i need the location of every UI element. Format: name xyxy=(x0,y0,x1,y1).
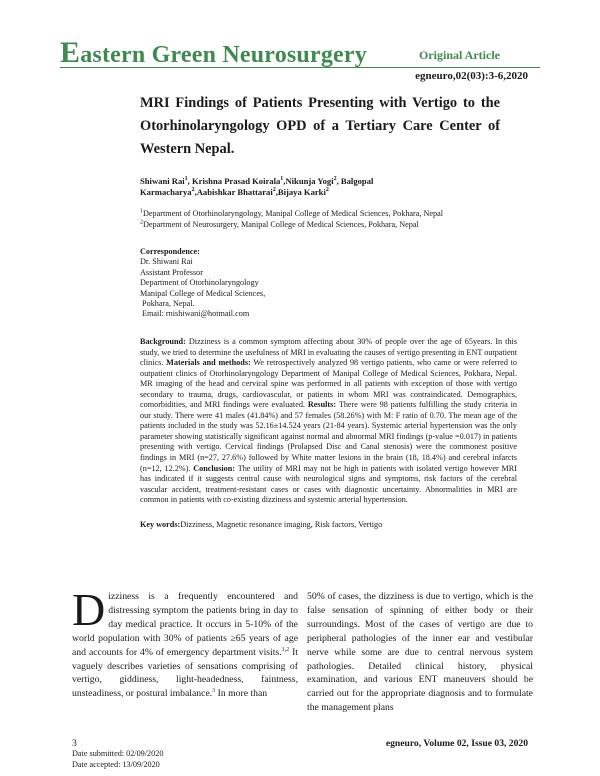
author-name: , Balgopal Karmacharya xyxy=(140,176,374,197)
citation: egneuro,02(03):3-6,2020 xyxy=(415,70,528,82)
citation-ref: 3 xyxy=(212,688,216,695)
correspondence-line: Dr. Shiwani Rai xyxy=(140,257,193,267)
body-column-left xyxy=(72,584,298,701)
affil-text: Department of Neurosurgery, Manipal College of Medical Sciences, Pokhara, Nepal xyxy=(143,219,419,229)
affiliation xyxy=(140,209,510,220)
date-accepted: Date accepted: 13/09/2020 xyxy=(72,759,160,769)
article-dates xyxy=(72,749,163,770)
correspondence xyxy=(140,247,265,320)
abstract-conclusion: The utility of MRI may not be high in patients with isolated vertigo however MRI has indicated if it suggests central cause with neurological signs and symptoms, risk factors of the cerebral vascular accident, treatment-resistant cases or cases with diagnostic uncertainty. Abnormalities in MRI are common in patients with co-existing dizziness and systemic arterial hypertension. xyxy=(140,463,517,505)
abstract-methods: We retrospectively analyzed 98 vertigo patients, who came or were referred to outpatient clinics of Otorhinolaryngology Department of Manipal College of Medical Sciences, Pokhara, Nepal. MR imaging of the head and cervical spine was performed in all patients with exception of those with vertigo secondary to trauma, drugs, cardiovascular, or patients in whom MRI was contraindicated. Demographics, comorbidities, and MRI findings were evaluated. xyxy=(140,358,518,410)
citation-ref: 1,2 xyxy=(281,646,290,653)
author-affil-mark: 1 xyxy=(280,176,284,183)
correspondence-heading: Correspondence: xyxy=(140,247,200,256)
body-text: izziness is a frequently encountered and distressing symptom the patients bring in day to day medical practice. It occurs in 5-10% of the world population with 30% of patients ≥65 years of age and accounts for 4% of emergency department visits. xyxy=(72,591,298,658)
author-list xyxy=(140,176,470,198)
abstract-conclusion-label: Conclusion: xyxy=(193,463,236,473)
article-title: MRI Findings of Patients Presenting with Vertigo to the Otorhinolaryngology OPD of a Tertiary Care Center of Western Nepal. xyxy=(140,95,500,157)
abstract-results-label: Results: xyxy=(307,400,337,410)
author-name: ,Nikunja Yogi xyxy=(283,176,334,186)
body-text: 50% of cases, the dizziness is due to vertigo, which is the false sensation of spinning of either body or their surroundings. Most of the cases of vertigo are due to peripheral pathologies of the inner ear and vestibular nerve while some are due to central nervous system pathologies. Detailed clinical history, physical examination, and various ENT maneuvers should be carried out for the appropriate diagnosis and to formulate the management plans xyxy=(307,591,533,714)
author-affil-mark: 2 xyxy=(325,187,329,194)
correspondence-line: Manipal College of Medical Sciences, xyxy=(140,288,266,298)
author-affil-mark: 1 xyxy=(184,176,188,183)
affiliation xyxy=(140,220,510,231)
keywords-label: Key words: xyxy=(140,520,181,529)
keywords xyxy=(140,520,520,529)
abstract-background-label: Background: xyxy=(140,337,186,346)
correspondence-line: Pokhara, Nepal. xyxy=(140,299,195,309)
body-column-right xyxy=(307,590,533,715)
correspondence-line: Department of Otorhinolaryngology xyxy=(140,278,259,288)
date-submitted: Date submitted: 02/09/2020 xyxy=(72,749,164,758)
journal-name xyxy=(60,36,367,70)
author-affil-mark: 2 xyxy=(272,187,276,194)
header-rule xyxy=(60,67,540,68)
article-type: Original Article xyxy=(419,48,500,62)
affil-text: Department of Otorhinolaryngology, Manipal College of Medical Sciences, Pokhara, Nepal xyxy=(143,209,444,218)
affil-number: 1 xyxy=(140,208,143,215)
author-affil-mark: 2 xyxy=(191,187,195,194)
correspondence-email: Email: rnishiwani@hotmail.com xyxy=(140,309,250,319)
author-name: ,Bijaya Karki xyxy=(275,187,326,197)
body-text: It vaguely describes varieties of sensations comprising of vertigo, giddiness, light-headedness, faintness, unsteadiness, or postural imbalance. xyxy=(72,646,298,700)
drop-cap: D xyxy=(72,584,106,635)
author-name: ,Aabishkar Bhattarai xyxy=(194,187,273,197)
abstract-methods-label: Materials and methods: xyxy=(166,358,251,368)
footer-journal-issue: egneuro, Volume 02, Issue 03, 2020 xyxy=(385,738,528,749)
journal-name-rest: astern Green Neurosurgery xyxy=(80,42,367,68)
author-name: Shiwani Rai xyxy=(140,176,185,186)
abstract xyxy=(140,337,517,506)
author-name: , Krishna Prasad Koirala xyxy=(187,176,281,186)
abstract-background: Dizziness is a common symptom affecting about 30% of people over the age of 65years. In this study, we tried to determine the usefulness of MRI in evaluating the causes of vertigo presenting in ENT outpatient clinics. xyxy=(140,337,517,368)
author-affil-mark: 2 xyxy=(333,176,337,183)
affiliations xyxy=(140,209,510,230)
correspondence-line: Assistant Professor xyxy=(140,267,203,277)
journal-initial: E xyxy=(60,36,81,69)
body-text: In more than xyxy=(215,688,268,700)
affil-number: 2 xyxy=(140,218,143,225)
page-number: 3 xyxy=(72,738,77,749)
keywords-text: Dizziness, Magnetic resonance imaging, Risk factors, Vertigo xyxy=(180,520,383,529)
abstract-results: There were 98 patients fulfilling the study criteria in our study. There were 41 males (41.84%) and 57 females (58.26%) with M: F ratio of 0.70. The mean age of the patients included in the study was 52.16±14.524 years (21-84 years). Systemic arterial hypertension was the only parameter showing statistically significant against normal and abnormal MRI findings (p-value =0.017) in patients presenting with vertigo. Cervical findings (Prolapsed Disc and Canal stenosis) were the commonest positive findings in MRI (n=27, 27.6%) followed by White matter lesions in the brain (18, 18.4%) and cerebral infarcts (n=12, 12.2%). xyxy=(140,400,517,473)
